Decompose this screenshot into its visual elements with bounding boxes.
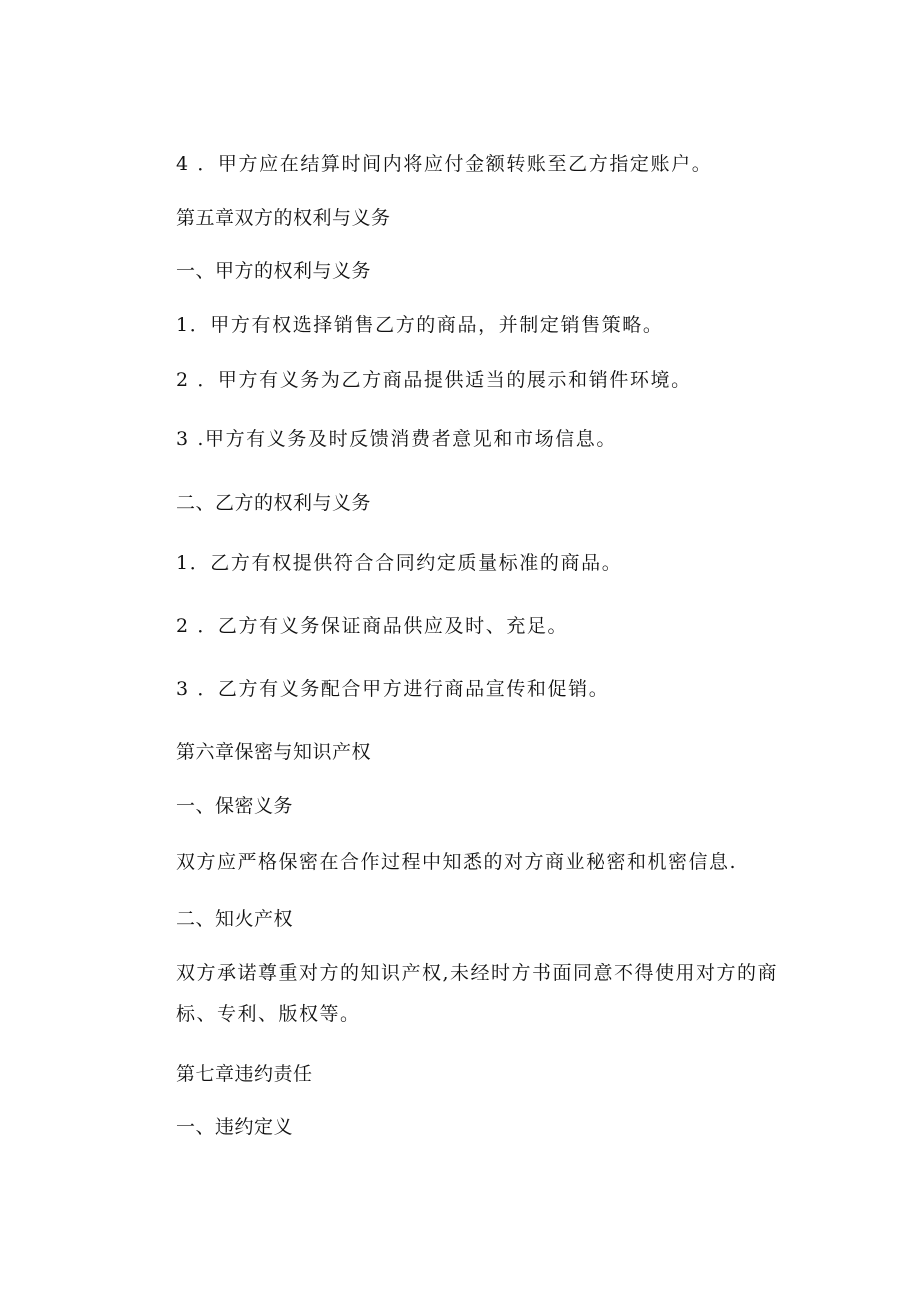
section-breach-definition-title: 一、违约定义 bbox=[176, 1116, 294, 1138]
party-b-clause-3: 3 ．乙方有义务配合甲方进行商品宣传和促销。 bbox=[176, 678, 610, 700]
section-party-a-title: 一、甲方的权利与义务 bbox=[176, 260, 372, 282]
party-b-clause-2: 2 ．乙方有义务保证商品供应及时、充足。 bbox=[176, 615, 569, 637]
chapter-7-title: 第七章违约责任 bbox=[176, 1063, 313, 1085]
party-a-clause-3: 3 .甲方有义务及时反馈消费者意见和市场信息。 bbox=[176, 428, 617, 450]
section-ip-title: 二、知火产权 bbox=[176, 908, 294, 930]
clause-4-payment-transfer: 4 ．甲方应在结算时间内将应付金额转账至乙方指定账户。 bbox=[176, 153, 713, 175]
chapter-5-title: 第五章双方的权利与义务 bbox=[176, 207, 391, 229]
section-party-b-title: 二、乙方的权利与义务 bbox=[176, 492, 372, 514]
party-a-clause-1: 1．甲方有权选择销售乙方的商品，并制定销售策略。 bbox=[176, 314, 664, 336]
confidentiality-paragraph: 双方应严格保密在合作过程中知悉的对方商业秘密和机密信息. bbox=[176, 851, 738, 873]
ip-paragraph-line-2: 标、专利、版权等。 bbox=[176, 1003, 361, 1025]
section-confidentiality-title: 一、保密义务 bbox=[176, 795, 294, 817]
party-b-clause-1: 1．乙方有权提供符合合同约定质量标准的商品。 bbox=[176, 552, 623, 574]
ip-paragraph-line-1: 双方承诺尊重对方的知识产权,未经时方书面同意不得使用对方的商 bbox=[176, 962, 779, 984]
chapter-6-title: 第六章保密与知识产权 bbox=[176, 741, 372, 763]
party-a-clause-2: 2 ．甲方有义务为乙方商品提供适当的展示和销件环境。 bbox=[176, 369, 692, 391]
